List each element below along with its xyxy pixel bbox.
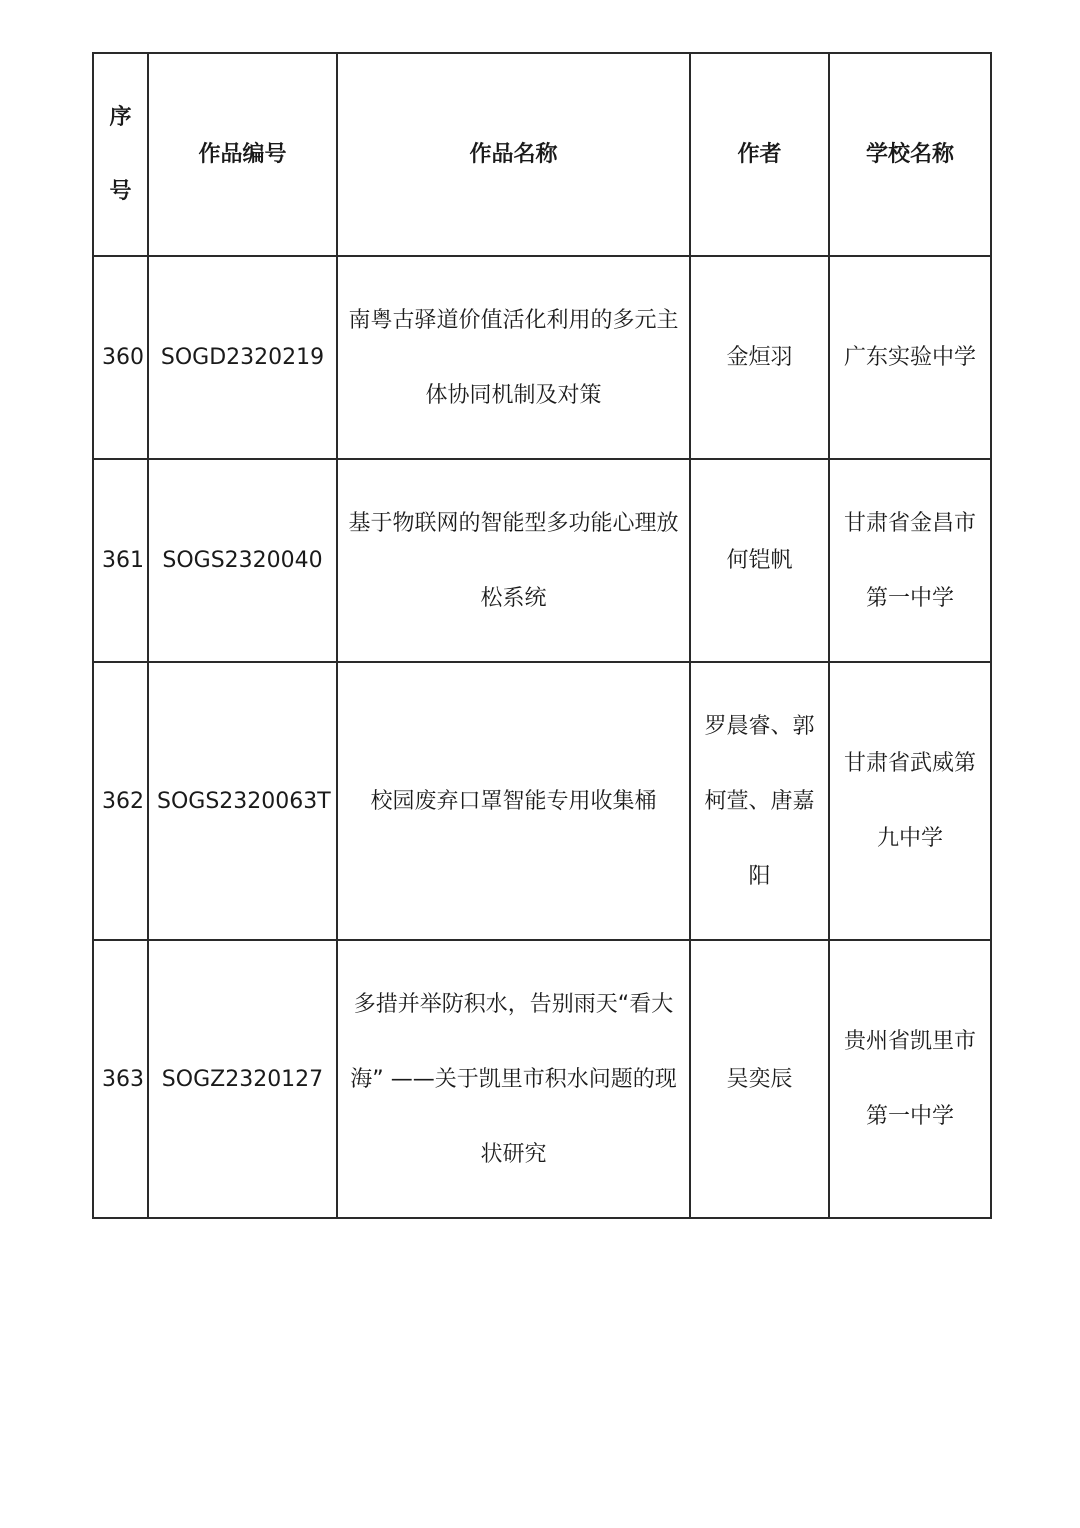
header-school: 学校名称 [829, 53, 991, 256]
row-seq: 360 [93, 256, 148, 459]
row-title: 多措并举防积水，告别雨天“看大海” ——关于凯里市积水问题的现状研究 [337, 940, 690, 1218]
header-title: 作品名称 [337, 53, 690, 256]
table-row [93, 459, 991, 662]
row-author: 何铠帆 [690, 459, 829, 662]
row-school: 甘肃省金昌市第一中学 [829, 459, 991, 662]
row-school: 广东实验中学 [829, 256, 991, 459]
row-school: 贵州省凯里市第一中学 [829, 940, 991, 1218]
header-author: 作者 [690, 53, 829, 256]
award-list-table [92, 52, 992, 1219]
row-author: 罗晨睿、郭柯萱、唐嘉阳 [690, 662, 829, 940]
row-title: 校园废弃口罩智能专用收集桶 [337, 662, 690, 940]
table-row [93, 662, 991, 940]
row-school: 甘肃省武威第九中学 [829, 662, 991, 940]
row-seq: 363 [93, 940, 148, 1218]
table-row [93, 940, 991, 1218]
row-author: 吴奕辰 [690, 940, 829, 1218]
table-header-row [93, 53, 991, 256]
header-seq: 序号 [93, 53, 148, 256]
row-author: 金烜羽 [690, 256, 829, 459]
row-code: SOGS2320040 [148, 459, 337, 662]
row-title: 南粤古驿道价值活化利用的多元主体协同机制及对策 [337, 256, 690, 459]
row-seq: 362 [93, 662, 148, 940]
row-code: SOGZ2320127 [148, 940, 337, 1218]
row-code: SOGD2320219 [148, 256, 337, 459]
header-code: 作品编号 [148, 53, 337, 256]
row-title: 基于物联网的智能型多功能心理放松系统 [337, 459, 690, 662]
row-seq: 361 [93, 459, 148, 662]
table-row [93, 256, 991, 459]
row-code: SOGS2320063T [148, 662, 337, 940]
